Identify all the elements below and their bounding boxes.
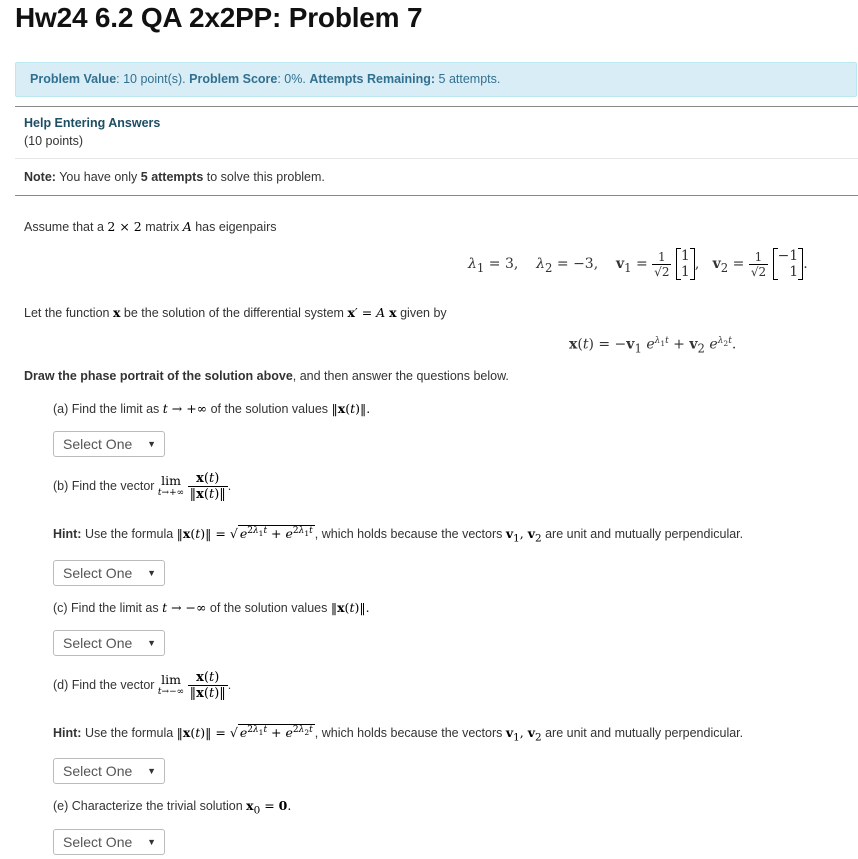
v2-top: −1 <box>777 248 799 264</box>
note-attempts: 5 attempts <box>140 170 204 184</box>
question-a-text: (a) Find the limit as <box>53 402 160 416</box>
divider <box>15 158 858 159</box>
answer-a-select[interactable] <box>53 431 165 457</box>
answer-c-select-label: Select One <box>63 635 133 651</box>
note-text-a: You have only <box>59 170 138 184</box>
dropdown-arrow-icon: ▼ <box>147 568 156 578</box>
help-entering-answers-link[interactable]: Help Entering Answers <box>24 116 161 130</box>
question-d-text: (d) Find the vector <box>53 677 155 692</box>
draw-bold-text: Draw the phase portrait of the solution above <box>24 369 293 383</box>
system-text-b: be the solution of the differential system <box>123 306 344 320</box>
note-label: Note: <box>24 170 56 184</box>
system-statement <box>24 305 447 320</box>
question-b-limit: t→+∞ <box>157 487 185 498</box>
dropdown-arrow-icon: ▼ <box>147 766 156 776</box>
answer-b-select-label: Select One <box>63 565 133 581</box>
matrix-symbol: A <box>182 219 192 234</box>
v1-bottom: 1 <box>680 264 690 280</box>
question-e: (e) Characterize the trivial solution $x_0 = 0$. <box>53 798 292 817</box>
divider <box>15 195 858 196</box>
answer-c-select[interactable] <box>53 630 165 656</box>
question-a: (a) Find the limit as t → +∞ of the solution values ‖x(t)‖. <box>53 401 371 416</box>
hint-text-b: , which holds because the vectors <box>314 527 503 542</box>
eigenpairs-equation: $\lambda_1 = 3$, $\lambda_2 = -3$, $v_1$ = $\frac{1}{√2}$ 1 1 , $v_2$ = $\frac{1}{√2}$ −1 1 . <box>468 248 808 280</box>
draw-instruction <box>24 369 509 383</box>
dropdown-arrow-icon: ▼ <box>147 638 156 648</box>
answer-a-select-label: Select One <box>63 436 133 452</box>
v1-frac-num: 1 <box>652 250 671 265</box>
dropdown-arrow-icon: ▼ <box>147 439 156 449</box>
question-c-text: (c) Find the limit as <box>53 601 159 615</box>
question-b-text: (b) Find the vector <box>53 478 155 493</box>
system-equation: x′ = A x <box>347 305 397 320</box>
question-c-limit: t → −∞ <box>162 600 207 615</box>
solution-equation: $x(t) = -v_1$ $e^{\lambda_1t} + v_2$ $e^{\lambda_2t}$. <box>569 336 737 356</box>
problem-value-text: : 10 point(s). <box>116 72 186 86</box>
hint-text-c: are unit and mutually perpendicular. <box>545 527 744 542</box>
v2-frac-den: √2 <box>750 264 767 279</box>
intro-text-a: Assume that a <box>24 220 104 234</box>
hint-text-b: , which holds because the vectors <box>314 726 503 741</box>
problem-score-label: Problem Score <box>189 72 278 86</box>
system-text-c: given by <box>400 306 447 320</box>
answer-e-select-label: Select One <box>63 834 133 850</box>
hint-text-c: are unit and mutually perpendicular. <box>545 726 744 741</box>
lambda2-value: −3 <box>573 256 594 272</box>
matrix-dimension: 2 × 2 <box>107 219 142 234</box>
question-a-tail: of the solution values <box>210 402 329 416</box>
question-a-limit: t → +∞ <box>162 401 208 416</box>
answer-e-select[interactable] <box>53 829 165 855</box>
problem-score-text: : 0%. <box>277 72 306 86</box>
v1-top: 1 <box>680 248 690 264</box>
system-text-a: Let the function <box>24 306 110 320</box>
v1-frac-den: √2 <box>654 264 670 279</box>
attempts-remaining-label: Attempts Remaining: <box>309 72 436 86</box>
system-x: x <box>112 305 121 320</box>
problem-points: (10 points) <box>24 134 84 148</box>
hint-b: Hint: Use the formula ‖x(t)‖ = √ $e^{2\lambda_1t} + e^{2\lambda_1t}$ , which holds because the vectors $v_1$, $v_2$ are unit and mutually perpendicular. <box>53 526 744 545</box>
dropdown-arrow-icon: ▼ <box>147 837 156 847</box>
problem-value-label: Problem Value <box>30 72 117 86</box>
lambda1-value: 3 <box>504 256 514 272</box>
question-d: (d) Find the vector lim t→−∞ $\frac{x(t)}{‖x(t)‖}$ . <box>53 670 232 701</box>
hint-text-a: Use the formula <box>84 726 174 741</box>
question-e-text: (e) Characterize the trivial solution <box>53 799 243 813</box>
answer-d-select-label: Select One <box>63 763 133 779</box>
answer-b-select[interactable] <box>53 560 165 586</box>
hint-d: Hint: Use the formula ‖x(t)‖ = √ $e^{2\lambda_1t} + e^{2\lambda_2t}$ , which holds because the vectors $v_1$, $v_2$ are unit and mutually perpendicular. <box>53 725 744 744</box>
question-d-limit: t→−∞ <box>157 686 185 697</box>
question-b: (b) Find the vector lim t→+∞ $\frac{x(t)}{‖x(t)‖}$ . <box>53 471 232 502</box>
intro-text-c: has eigenpairs <box>195 220 277 234</box>
intro-text-b: matrix <box>145 220 180 234</box>
question-c: (c) Find the limit as t → −∞ of the solution values ‖x(t)‖. <box>53 600 370 615</box>
divider <box>15 106 858 107</box>
note-text-b: to solve this problem. <box>206 170 325 184</box>
hint-label: Hint: <box>53 527 82 542</box>
v1-vector <box>676 248 695 280</box>
v2-bottom: 1 <box>789 264 799 280</box>
problem-info-box <box>15 62 857 97</box>
question-c-tail: of the solution values <box>209 601 328 615</box>
problem-intro <box>24 219 277 234</box>
page-title: Hw24 6.2 QA 2x2PP: Problem 7 <box>15 2 423 33</box>
attempts-note <box>24 170 325 184</box>
v2-frac-num: 1 <box>749 250 768 265</box>
draw-rest-text: , and then answer the questions below. <box>292 369 509 383</box>
answer-d-select[interactable] <box>53 758 165 784</box>
hint-text-a: Use the formula <box>84 527 174 542</box>
hint-label: Hint: <box>53 726 82 741</box>
v2-vector <box>773 248 804 280</box>
attempts-remaining-text: 5 attempts. <box>438 72 501 86</box>
